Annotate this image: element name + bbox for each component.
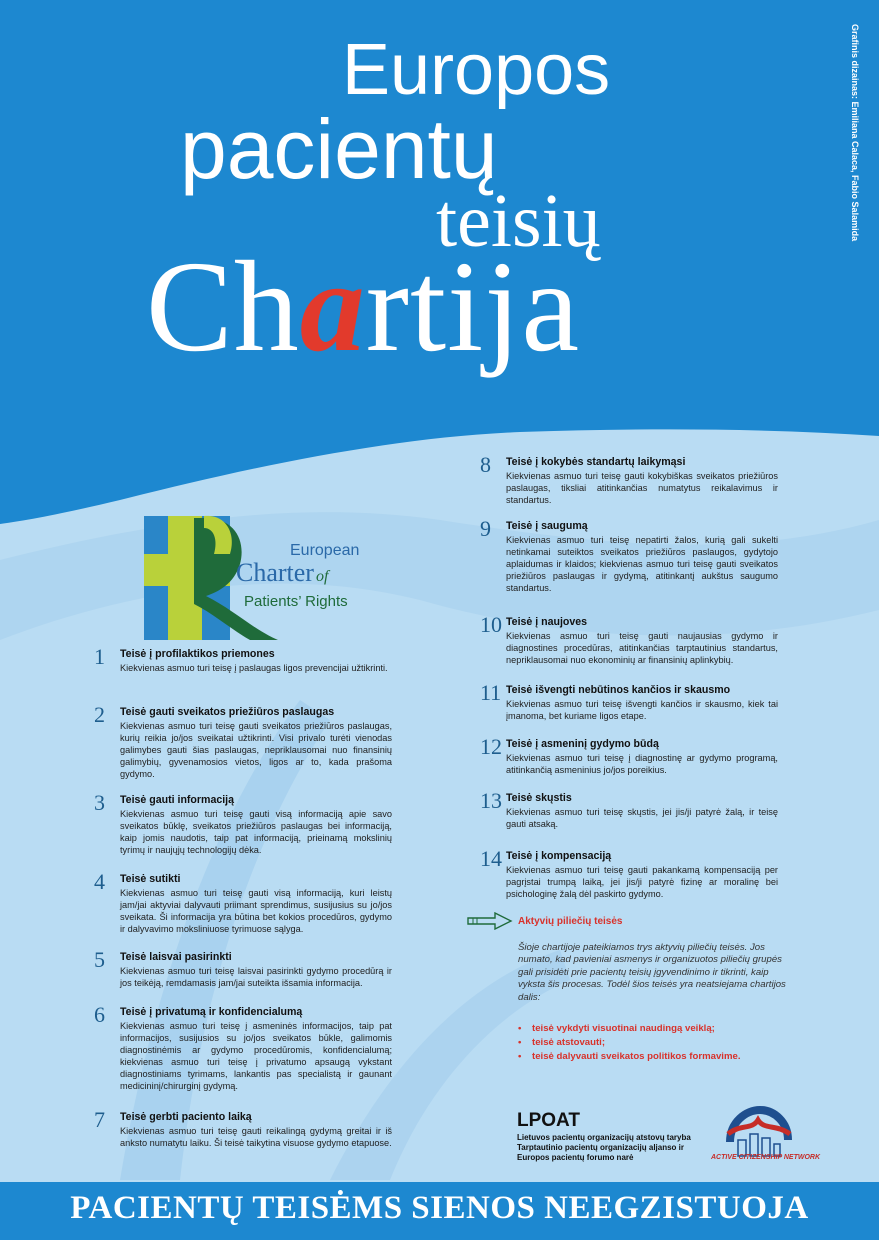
- right-number: 7: [94, 1107, 105, 1132]
- right-number: 8: [480, 452, 491, 477]
- title-line-4: [146, 232, 580, 382]
- right-body: Kiekvienas asmuo turi teisę į asmeninės informacijos, taip pat informacijos, susijusios su jo/jos sveikatos būkle, galimomis diagnostinėmis ar gydymo procedūromis, konfidencialumą; kiekvienas asmuo turi teisę į privatumo apsaugą vykstant diagnostiniams tyrimams, lankantis pas specialistą ir gaunant medicininį/chirurginį gydymą.: [120, 1021, 392, 1091]
- right-title: Teisė gerbti paciento laiką: [120, 1111, 252, 1123]
- logo-european: European: [290, 542, 360, 559]
- right-title: Teisė į kompensaciją: [506, 850, 612, 862]
- right-number: 10: [480, 612, 502, 637]
- right-title: Teisė į naujoves: [506, 616, 588, 628]
- logo-patients-rights: Patients’ Rights: [244, 593, 348, 610]
- right-number: 11: [480, 680, 502, 705]
- european-charter-logo: [144, 514, 384, 642]
- title-line-3: teisių: [436, 179, 601, 263]
- right-body: Kiekvienas asmuo turi teisę gauti naujausias gydymo ir diagnostines procedūras, atitinkančias tarptautinius standartus, nepriklausomai nuo ekonominių ar finansinių aplinkybių.: [506, 631, 778, 665]
- active-item-text: teisė dalyvauti sveikatos politikos formavime.: [532, 1051, 741, 1062]
- active-rights-list: [518, 1022, 740, 1064]
- right-body: Kiekvienas asmuo turi teisę skųstis, jei jis/ji patyrė žalą, ir teisę gauti atsaką.: [506, 807, 778, 829]
- logo-charter: [236, 558, 328, 588]
- right-number: 2: [94, 702, 105, 727]
- right-title: Teisė į kokybės standartų laikymąsi: [506, 456, 686, 468]
- right-body: Kiekvienas asmuo turi teisę gauti visą informaciją, kuri leistų jam/jai aktyviai dalyvauti priimant sprendimus, susijusius su jo/jos sveikata. Ši informacija yra būtina bet kokios procedūros, gydymo ir dalyvavimo moksliniuose tyrimuose sąlyga.: [120, 888, 392, 934]
- title-ch: Ch: [146, 235, 300, 379]
- arrow-icon: [467, 912, 513, 930]
- bullet: •: [518, 1037, 522, 1048]
- right-body: Kiekvienas asmuo turi teisę gauti pakankamą kompensaciją per pagrįstai trumpą laiką, jei jis/ji patyrė fizinę ar moralinę bei psichologinę žalą dėl paskirto gydymo.: [506, 865, 778, 899]
- right-body: Kiekvienas asmuo turi teisę laisvai pasirinkti gydymo procedūrą ir jos teikėją, remdamasis jam/jai suteikta išsamia informacija.: [120, 966, 392, 988]
- active-rights-intro: Šioje chartijoje pateikiamos trys aktyvių piliečių teisės. Jos numato, kad pavieniai asmenys ir organizuotos piliečių grupės gali prisidėti prie pacientų teisių įgyvendinimo ir tikrinti, kaip vyksta šis procesas. Todėl šios teisės yra neatsiejama chartijos dalis:: [518, 942, 786, 1003]
- right-title: Teisė į saugumą: [506, 520, 588, 532]
- right-title: Teisė gauti informaciją: [120, 794, 235, 806]
- lpoat-description: Lietuvos pacientų organizacijų atstovų taryba Tarptautinio pacientų organizacijų aljanso ir Europos pacientų forumo narė: [517, 1133, 691, 1162]
- right-body: Kiekvienas asmuo turi teisę gauti sveikatos priežiūros paslaugas, kurių reikia jo/jos sveikatai užtikrinti. Visi privalo turėti vienodas galimybes gauti šias paslaugas, nepriklausomai nuo finansinių galimybių, gyvenamosios vietos, ligos ar to, kada prašoma gydymo.: [120, 721, 392, 779]
- right-title: Teisė išvengti nebūtinos kančios ir skausmo: [506, 684, 731, 696]
- right-number: 12: [480, 734, 502, 759]
- title-red-a: a: [299, 235, 366, 379]
- right-title: Teisė sutikti: [120, 873, 181, 885]
- bullet: •: [518, 1023, 522, 1034]
- right-body: Kiekvienas asmuo turi teisę gauti visą informaciją apie savo sveikatos būklę, sveikatos priežiūros paslaugas bei informaciją, kaip jomis naudotis, taip pat informaciją, prieinamą mokslinių tyrimų ir naujųjų technologijų dėka.: [120, 809, 392, 855]
- right-body: Kiekvienas asmuo turi teisę į diagnostinę ar gydymo programą, atitinkančią asmeninius jo/jos poreikius.: [506, 753, 778, 775]
- footer-slogan: PACIENTŲ TEISĖMS SIENOS NEEGZISTUOJA: [70, 1190, 809, 1226]
- active-citizenship-network-label: ACTIVE CITIZENSHIP NETWORK: [711, 1154, 821, 1161]
- list-item: [518, 1022, 740, 1036]
- logo-of: of: [315, 568, 329, 585]
- right-title: Teisė į asmeninį gydymo būdą: [506, 738, 659, 750]
- title-rtija: rtija: [365, 235, 581, 379]
- logo-charter-word: Charter: [236, 558, 314, 587]
- right-title: Teisė gauti sveikatos priežiūros paslaugas: [120, 706, 335, 718]
- right-title: Teisė laisvai pasirinkti: [120, 951, 232, 963]
- right-title: Teisė į privatumą ir konfidencialumą: [120, 1006, 303, 1018]
- bullet: •: [518, 1051, 522, 1062]
- title-line-1: Europos: [342, 30, 611, 110]
- right-body: Kiekvienas asmuo turi teisę gauti kokybiškas sveikatos priežiūros paslaugas, tiksliai atitinkančias numatytus reikalavimus ir standartus.: [506, 471, 778, 505]
- right-body: Kiekvienas asmuo turi teisę į paslaugas ligos prevencijai užtikrinti.: [120, 663, 388, 673]
- active-rights-title: Aktyvių piliečių teisės: [518, 916, 623, 927]
- right-body: Kiekvienas asmuo turi teisę gauti reikalingą gydymą greitai ir iš anksto numatytu laiku. Ši teisė taikytina visuose gydymo etapuose.: [120, 1126, 392, 1148]
- right-number: 14: [480, 846, 502, 871]
- right-number: 1: [94, 644, 105, 669]
- right-number: 3: [94, 790, 105, 815]
- right-number: 13: [480, 788, 502, 813]
- list-item: [518, 1036, 740, 1050]
- right-number: 6: [94, 1002, 105, 1027]
- title-line-2: pacientų: [180, 102, 498, 196]
- right-number: 4: [94, 869, 105, 894]
- active-item-text: teisė vykdyti visuotinai naudingą veiklą;: [532, 1023, 715, 1034]
- right-number: 5: [94, 947, 105, 972]
- design-credit: Grafinis dizainas: Emiliana Calaca, Fabio Salamida: [850, 24, 860, 242]
- list-item: [518, 1050, 740, 1064]
- active-item-text: teisė atstovauti;: [532, 1037, 606, 1048]
- right-number: 9: [480, 516, 491, 541]
- right-body: Kiekvienas asmuo turi teisę nepatirti žalos, kurią gali sukelti netinkamai suteiktos sveikatos priežiūros paslaugos, gydytojo aplaidumas ir klaidos; kiekvienas asmuo turi teisę gauti sveikatos priežiūros paslaugas ir gydymą, atitinkantį aukštus saugumo standartus.: [506, 535, 778, 593]
- right-body: Kiekvienas asmuo turi teisę išvengti kančios ir skausmo, kiek tai įmanoma, bet kuriame ligos etape.: [506, 699, 778, 721]
- lpoat-logo-text: LPOAT: [517, 1110, 580, 1131]
- right-title: Teisė skųstis: [506, 792, 572, 804]
- right-title: Teisė į profilaktikos priemones: [120, 648, 275, 660]
